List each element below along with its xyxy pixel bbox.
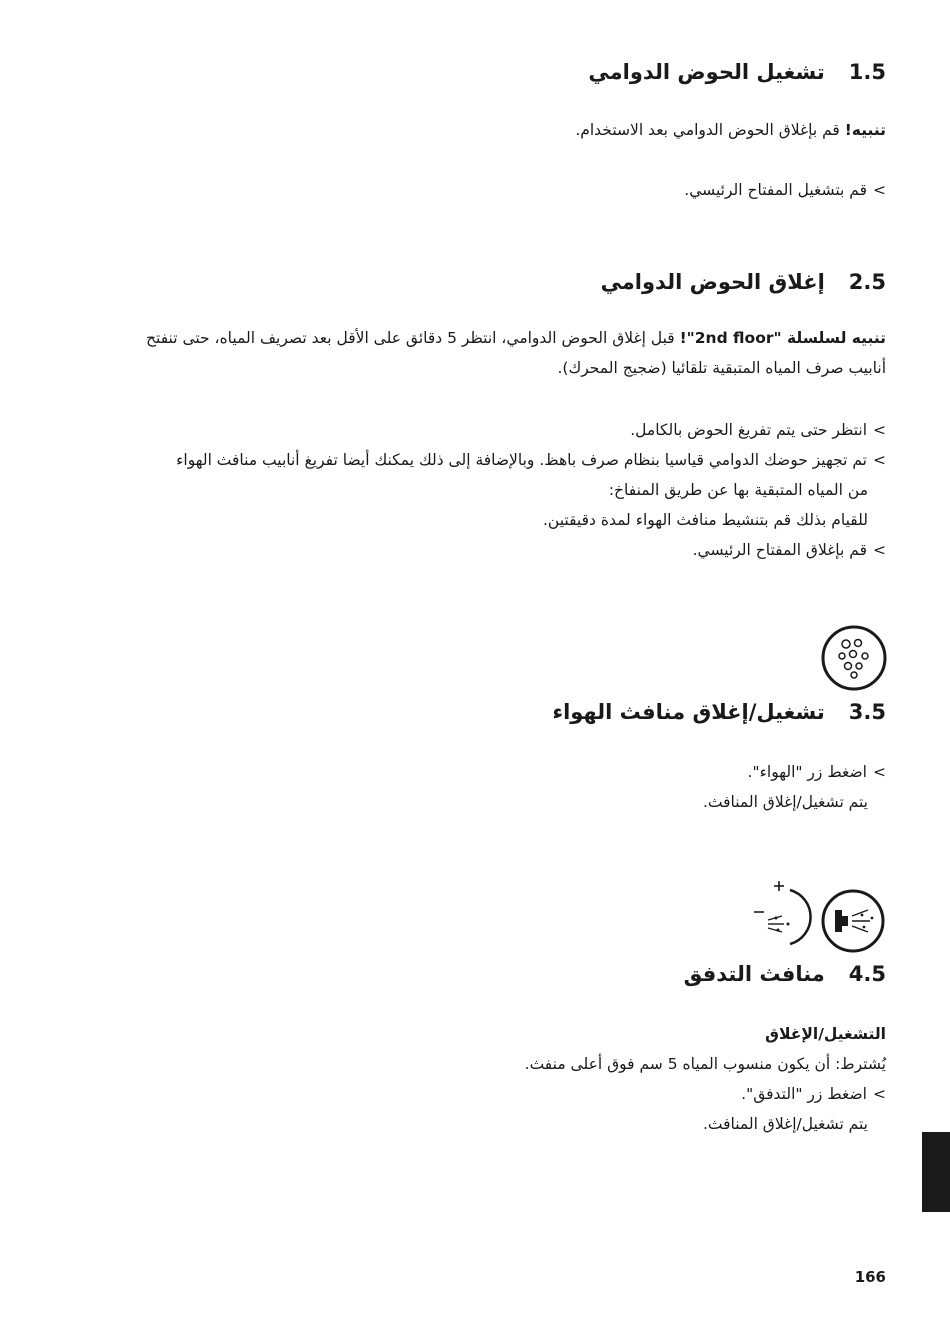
subheading: التشغيل/الإغلاق [765,1025,886,1043]
flow-jet-icon [820,888,886,958]
section-number: 2.5 [848,270,886,294]
section-5-2-heading [601,270,886,294]
arrow-icon: > [873,541,886,559]
section-5-1-heading [588,60,886,84]
result-text: يتم تشغيل/إغلاق المنافث. [702,793,868,811]
warning-text: قم بإغلاق الحوض الدوامي بعد الاستخدام. [575,121,845,139]
arrow-icon: > [873,763,886,781]
arrow-icon: > [873,421,886,439]
arrow-icon: > [873,181,886,199]
step-text: اضغط زر "التدفق". [741,1085,867,1103]
list-item [748,762,886,782]
step-continuation: من المياه المتبقية بها عن طريق المنفاخ: [608,481,868,499]
result-text: يتم تشغيل/إغلاق المنافث. [702,1115,868,1133]
list-item [176,450,886,470]
section-5-3-heading [552,700,886,724]
step-text: تم تجهيز حوضك الدوامي قياسيا بنظام صرف باهظ. وبالإضافة إلى ذلك يمكنك أيضا تفريغ أنابيب منافث الهواء [176,451,867,469]
list-item [693,540,886,560]
section-number: 1.5 [848,60,886,84]
arrow-icon: > [873,1085,886,1103]
section-title: منافث التدفق [683,962,825,986]
flow-adjust-icon [752,880,814,954]
section-number: 3.5 [848,700,886,724]
section-number: 4.5 [848,962,886,986]
section-title: تشغيل/إغلاق منافث الهواء [552,700,825,724]
page-number: 166 [854,1268,886,1286]
step-text: اضغط زر "الهواء". [747,763,867,781]
step-text: قم بتشغيل المفتاح الرئيسي. [684,181,867,199]
section-title: إغلاق الحوض الدوامي [600,270,825,294]
condition-text: يُشترط: أن يكون منسوب المياه 5 سم فوق أعلى منفث. [524,1055,886,1073]
step-text: انتظر حتى يتم تفريغ الحوض بالكامل. [630,421,867,439]
step-text: قم بإغلاق المفتاح الرئيسي. [692,541,867,559]
section-5-4-heading [684,962,886,986]
step-continuation: للقيام بذلك قم بتنشيط منافث الهواء لمدة دقيقتين. [543,511,868,529]
section-title: تشغيل الحوض الدوامي [588,60,825,84]
list-item [684,180,886,200]
list-item [630,420,886,440]
warning-label: تنبيه لسلسلة "2nd floor"! [679,329,886,347]
list-item [741,1084,886,1104]
warning-text: قبل إغلاق الحوض الدوامي، انتظر 5 دقائق على الأقل بعد تصريف المياه، حتى تنفتح [146,329,680,347]
warning-note [575,120,886,140]
arrow-icon: > [873,451,886,469]
warning-text-continued: أنابيب صرف المياه المتبقية تلقائيا (ضجيج المحرك). [557,359,886,377]
air-bubbles-icon [820,624,888,696]
warning-label: تنبيه! [844,121,886,139]
warning-note [146,328,886,348]
thumb-tab [922,1132,950,1212]
